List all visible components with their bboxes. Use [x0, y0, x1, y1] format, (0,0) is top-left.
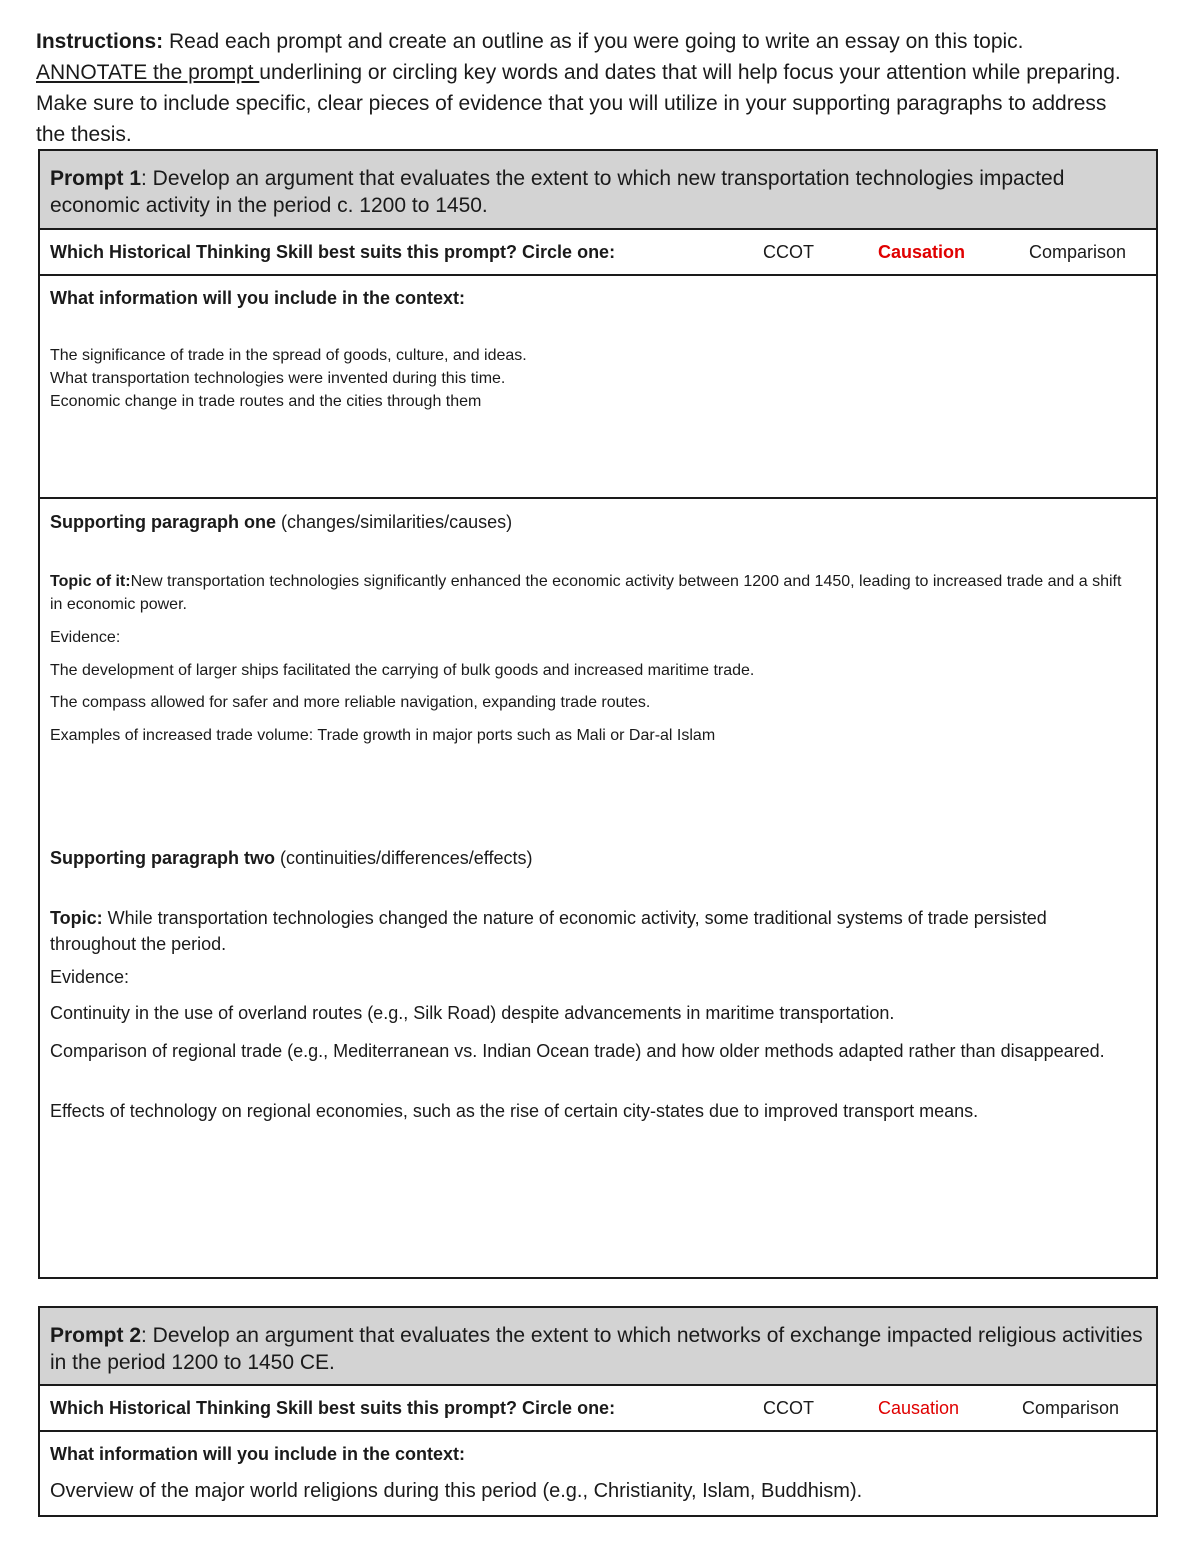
para-2-evidence-label: Evidence:	[50, 967, 130, 987]
annotate-text: ANNOTATE the prompt	[36, 61, 260, 84]
instructions-text-a: Read each prompt and create an outline as if you were going to write an essay on this topic.	[163, 30, 1024, 53]
prompt-1-label: Prompt 1	[50, 167, 142, 190]
prompt-2-table	[38, 1306, 1158, 1517]
prompt-2-context-section	[40, 1430, 1156, 1515]
instructions-label: Instructions:	[36, 30, 164, 53]
prompt-2-option-ccot[interactable]: CCOT	[763, 1398, 814, 1418]
para-2-topic	[50, 905, 1116, 957]
prompt-2-option-comparison[interactable]: Comparison	[1022, 1398, 1120, 1418]
prompt-1-context-heading: What information will you include in the context:	[50, 288, 466, 308]
para-1-heading: Supporting paragraph one	[50, 512, 277, 532]
prompt-1-context-section	[40, 274, 1156, 497]
para-1-heading-line	[50, 512, 1136, 533]
instructions-text-b: underlining or circling key words and dates that will help focus your attention while preparing. Make sure to include specific, clear pieces of evidence that you will utilize in your supporting paragraphs to address the thesis.	[36, 61, 1121, 146]
prompt-2-header	[40, 1308, 1156, 1384]
para-1-topic	[50, 570, 1131, 616]
evidence-item: Examples of increased trade volume: Trade growth in major ports such as Mali or Dar-al Islam	[50, 727, 716, 744]
prompt-2-skill-question: Which Historical Thinking Skill best suits this prompt? Circle one:	[50, 1398, 616, 1418]
prompt-2-context-heading: What information will you include in the context:	[50, 1444, 466, 1464]
prompt-1-option-ccot[interactable]: CCOT	[763, 242, 814, 262]
context-line: What transportation technologies were invented during this time.	[50, 370, 506, 387]
prompt-2-skill-row	[40, 1384, 1156, 1430]
para-1-topic-label: Topic of it:	[50, 573, 131, 590]
instructions	[36, 26, 1136, 150]
para-2-heading: Supporting paragraph two	[50, 848, 275, 868]
prompt-2-text: : Develop an argument that evaluates the extent to which networks of exchange impacted religious activities in the period 1200 to 1450 CE.	[50, 1324, 1143, 1374]
para-1-sub: (changes/similarities/causes)	[276, 512, 513, 532]
prompt-1-skill-row	[40, 228, 1156, 274]
prompt-1-table	[38, 149, 1158, 1279]
prompt-1-skill-question: Which Historical Thinking Skill best suits this prompt? Circle one:	[50, 242, 616, 262]
prompt-1-header	[40, 151, 1156, 228]
para-2-heading-line	[50, 848, 1136, 869]
evidence-item: The development of larger ships facilitated the carrying of bulk goods and increased maritime trade.	[50, 662, 755, 679]
context-line: Overview of the major world religions during this period (e.g., Christianity, Islam, Buddhism).	[50, 1480, 863, 1502]
prompt-1-option-comparison[interactable]: Comparison	[1029, 242, 1127, 262]
prompt-1-paragraphs-section	[40, 497, 1156, 1277]
prompt-2-option-causation[interactable]: Causation	[878, 1398, 960, 1418]
prompt-2-label: Prompt 2	[50, 1324, 142, 1347]
evidence-item: Continuity in the use of overland routes (e.g., Silk Road) despite advancements in maritime transportation.	[50, 1003, 895, 1023]
evidence-item: The compass allowed for safer and more reliable navigation, expanding trade routes.	[50, 694, 651, 711]
para-1-evidence-label: Evidence:	[50, 629, 121, 646]
context-line: Economic change in trade routes and the cities through them	[50, 393, 482, 410]
para-2-sub: (continuities/differences/effects)	[275, 848, 533, 868]
prompt-1-option-causation[interactable]: Causation	[878, 242, 966, 262]
para-1-topic-text: New transportation technologies significantly enhanced the economic activity between 1200 and 1450, leading to increased trade and a shift in economic power.	[50, 573, 1122, 613]
para-2-topic-text: While transportation technologies changed the nature of economic activity, some traditional systems of trade persisted throughout the period.	[50, 908, 1047, 954]
context-line: The significance of trade in the spread of goods, culture, and ideas.	[50, 347, 527, 364]
evidence-item: Comparison of regional trade (e.g., Mediterranean vs. Indian Ocean trade) and how older methods adapted rather than disappeared.	[50, 1041, 1105, 1061]
prompt-1-text: : Develop an argument that evaluates the extent to which new transportation technologies impacted economic activity in the period c. 1200 to 1450.	[50, 167, 1065, 217]
evidence-item: Effects of technology on regional economies, such as the rise of certain city-states due to improved transport means.	[50, 1101, 979, 1121]
para-2-topic-label: Topic:	[50, 908, 103, 928]
